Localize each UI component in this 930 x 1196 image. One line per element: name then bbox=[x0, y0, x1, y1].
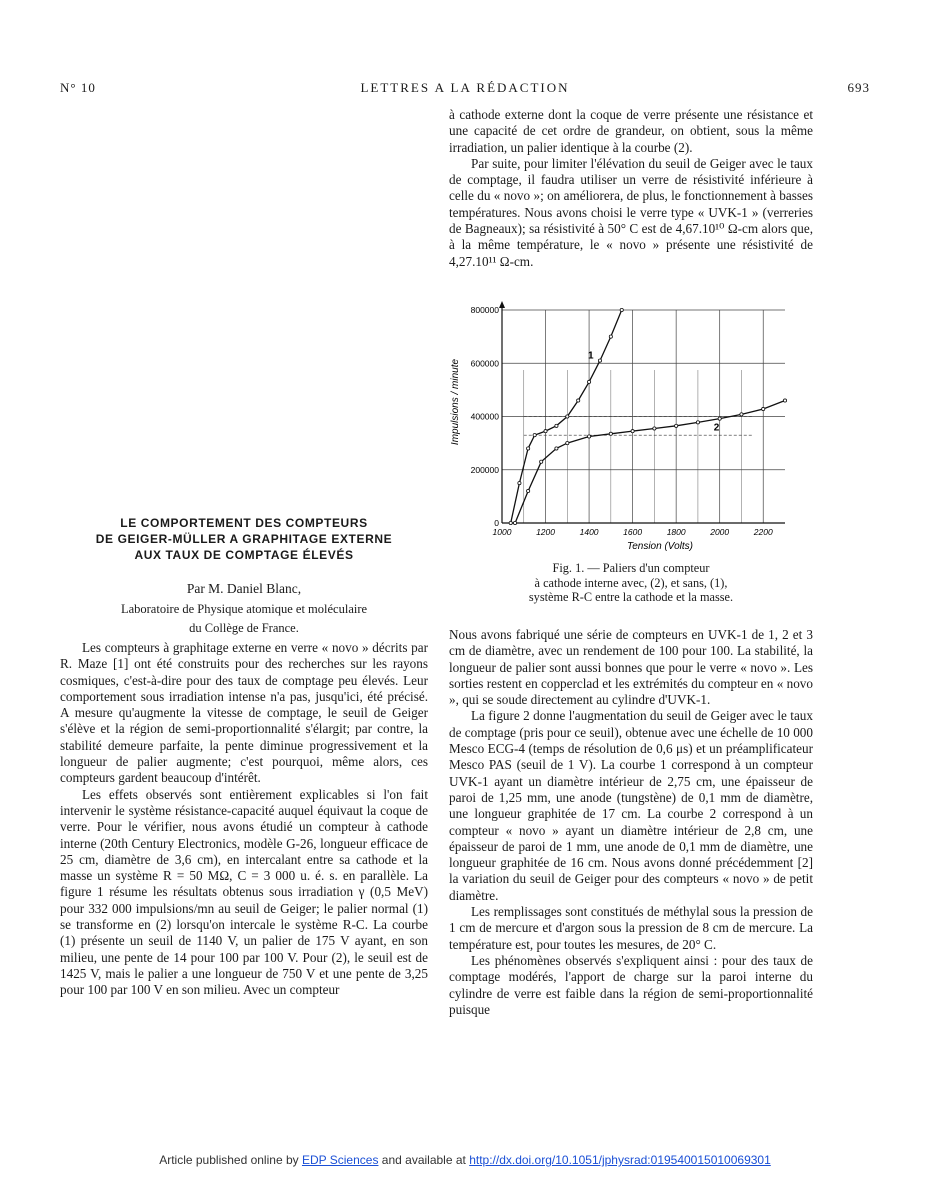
author: Par M. Daniel Blanc, bbox=[186, 581, 302, 596]
paragraph: Les effets observés sont entièrement explicables si l'on fait intervenir le système résistance-capacité auquel équivaut la coque de verre. Pour le vérifier, nous avons étudié un compteur à cathode interne (20th Century Electronics, modèle G-26, longueur efficace de 25 cm, diamètre de 3,6 cm), en intercalant entre sa cathode et la masse un système R = 50 MΩ, C = 3 000 u. é. s. en parallèle. La figure 1 résume les résultats obtenus sous irradiation γ (0,5 MeV) pour 332 000 impulsions/mn au seuil de Geiger; le palier normal (1) se transforme en (2) lorsqu'on intercale le système R-C. La courbe (1) présente un seuil de 1140 V, un palier de 175 V ayant, en son milieu, une pente de 14 pour 100 par 100 V. Pour (2), le seuil est de 1425 V, mais le palier a une longueur de 750 V et une pente de 3,25 pour 100 par 100 V en son milieu. Avec un compteur bbox=[60, 786, 428, 998]
page-number: 693 bbox=[847, 80, 870, 95]
data-point bbox=[533, 434, 536, 437]
article-title-line-1: LE COMPORTEMENT DES COMPTEURS bbox=[120, 516, 368, 530]
data-point bbox=[762, 407, 765, 410]
y-tick-label: 200000 bbox=[470, 464, 499, 475]
x-axis-label: Tension (Volts) bbox=[627, 541, 693, 552]
data-point bbox=[527, 489, 530, 492]
left-column bbox=[60, 640, 428, 999]
paragraph: Les phénomènes observés s'expliquent ainsi : pour des taux de comptage modérés, l'apport de charge sur la paroi interne du cylindre de verre est faible dans la région de semi-proportionnalité puisque bbox=[449, 952, 813, 1017]
publisher-link[interactable]: EDP Sciences bbox=[301, 1153, 379, 1167]
section-title: LETTRES A LA RÉDACTION bbox=[360, 80, 570, 95]
data-point bbox=[620, 308, 623, 311]
y-tick-label: 400000 bbox=[470, 411, 499, 422]
article-title-block bbox=[60, 515, 428, 635]
data-point bbox=[566, 415, 569, 418]
y-tick-label: 0 bbox=[494, 518, 499, 528]
data-point bbox=[675, 424, 678, 427]
data-point bbox=[740, 413, 743, 416]
x-tick-label: 1200 bbox=[536, 527, 555, 537]
data-point bbox=[544, 430, 547, 433]
chart-axes bbox=[499, 301, 785, 523]
data-point bbox=[555, 424, 558, 427]
x-tick-label: 1600 bbox=[623, 527, 643, 537]
doi-link[interactable]: http://dx.doi.org/10.1051/jphysrad:019540015010069301 bbox=[469, 1153, 771, 1167]
figure-1 bbox=[445, 298, 815, 560]
page-footer bbox=[0, 1153, 930, 1167]
data-point bbox=[587, 380, 590, 383]
article-title-line-3: AUX TAUX DE COMPTAGE ÉLEVÉS bbox=[134, 548, 354, 562]
y-tick-label: 600000 bbox=[470, 358, 499, 369]
caption-label: Fig. 1. bbox=[552, 561, 585, 575]
page-header bbox=[60, 80, 870, 100]
data-point bbox=[518, 481, 521, 484]
data-point bbox=[609, 432, 612, 435]
series-line-2 bbox=[515, 401, 785, 524]
paragraph: La figure 2 donne l'augmentation du seuil de Geiger avec le taux de comptage (pris pour ce seuil), obtenue avec une échelle de 10 000 Mesco ECG-4 (temps de résolution de 0,6 μs) et un préamplificateur Mesco PAS (seuil de 1 V). La courbe 1 correspond à un compteur UVK-1 ayant un diamètre intérieur de 2,75 cm, une épaisseur de paroi de 1,25 mm, une anode (tungstène) de 0,1 mm de diamètre, une longueur graphitée de 17 cm. La courbe 2 correspond à un compteur « novo » ayant un diamètre intérieur de 2,8 cm, une épaisseur de paroi de 1 mm, une anode de 0,1 mm de diamètre, une longueur graphitée de 16 cm. Nous avons donné précédemment [2] la variation du seuil de Geiger pour des compteurs « novo » de petit diamètre. bbox=[449, 708, 813, 903]
chart-grid bbox=[502, 310, 785, 523]
paragraph: à cathode externe dont la coque de verre présente une résistance et une capacité de cet ordre de grandeur, on obtient, sous la même irradiation, un palier identique à la courbe (2). bbox=[449, 107, 813, 155]
figure-1-chart bbox=[445, 298, 815, 560]
data-point bbox=[631, 430, 634, 433]
data-point bbox=[598, 359, 601, 362]
data-point bbox=[696, 421, 699, 424]
data-point bbox=[513, 521, 516, 524]
data-point bbox=[527, 447, 530, 450]
data-point bbox=[653, 427, 656, 430]
y-axis-label: Impulsions / minute bbox=[450, 358, 461, 446]
data-point bbox=[566, 442, 569, 445]
footer-text: Article published online by bbox=[159, 1153, 302, 1167]
data-point bbox=[555, 447, 558, 450]
paragraph: Les compteurs à graphitage externe en verre « novo » décrits par R. Maze [1] ont été construits pour des recherches sur les rayons cosmiques, c'est-à-dire pour des taux de comptage peu élevés. Leur comportement sous irradiation intense n'a pas, jusqu'ici, été précisé. A mesure qu'augmente la vitesse de comptage, le seuil de Geiger s'élève et la région de semi-proportionnalité s'élargit; par contre, la stabilité demeure parfaite, la pente diminue progressivement et la longueur de palier augmente; c'est pourquoi, même alors, ces compteurs gardent beaucoup d'intérêt. bbox=[60, 640, 428, 786]
x-tick-label: 1400 bbox=[579, 527, 599, 537]
data-point bbox=[509, 521, 512, 524]
caption-line-3: système R-C entre la cathode et la masse. bbox=[528, 590, 734, 604]
data-point bbox=[540, 460, 543, 463]
paragraph: Les remplissages sont constitués de méthylal sous la pression de 1 cm de mercure et d'argon sous la pression de 8 cm de mercure. La température est, pour toutes les mesures, de 20° C. bbox=[449, 904, 813, 952]
footer-text: and available at bbox=[378, 1153, 470, 1167]
data-point bbox=[609, 335, 612, 338]
chart-ticks bbox=[471, 305, 773, 537]
affiliation-line-1: Laboratoire de Physique atomique et moléculaire bbox=[120, 602, 368, 616]
y-tick-label: 800000 bbox=[470, 305, 499, 315]
y-axis-arrow bbox=[499, 301, 505, 308]
right-column-bottom bbox=[449, 627, 813, 1018]
data-point bbox=[718, 417, 721, 420]
series-label-1: 1 bbox=[587, 350, 594, 362]
x-tick-label: 2000 bbox=[710, 527, 730, 537]
caption-line-1: — Paliers d'un compteur bbox=[587, 561, 710, 575]
figure-caption bbox=[449, 561, 813, 605]
affiliation-line-2: du Collège de France. bbox=[189, 621, 299, 635]
series-label-2: 2 bbox=[713, 422, 720, 434]
paragraph: Nous avons fabriqué une série de compteurs en UVK-1 de 1, 2 et 3 cm de diamètre, avec un rendement de 100 pour 100. La stabilité, la longueur de palier sont aussi bonnes que pour le verre « novo ». Les sorties restent en copperclad et les extrémités du compteur en « novo », qui se soude directement au cylindre d'UVK-1. bbox=[449, 627, 813, 708]
article-title-line-2: DE GEIGER-MÜLLER A GRAPHITAGE EXTERNE bbox=[95, 532, 393, 546]
paragraph: Par suite, pour limiter l'élévation du seuil de Geiger avec le taux de comptage, il faudra utiliser un verre de résistivité inférieure à celle du « novo »; on améliorera, de plus, le fonctionnement à basses températures. Nous avons choisi le verre type « UVK-1 » (verreries de Bagneaux); sa résistivité à 50° C est de 4,67.10¹⁰ Ω-cm alors que, à la même température, le « novo » présente une résistivité de 4,27.10¹¹ Ω-cm. bbox=[449, 155, 813, 269]
data-point bbox=[587, 435, 590, 438]
right-column-top bbox=[449, 107, 813, 270]
caption-line-2: à cathode interne avec, (2), et sans, (1), bbox=[534, 575, 728, 590]
x-tick-label: 1800 bbox=[666, 527, 686, 537]
x-tick-label: 1000 bbox=[492, 527, 512, 537]
data-point bbox=[577, 399, 580, 402]
data-point bbox=[783, 399, 786, 402]
issue-number: N° 10 bbox=[60, 80, 96, 95]
x-tick-label: 2200 bbox=[753, 527, 773, 537]
